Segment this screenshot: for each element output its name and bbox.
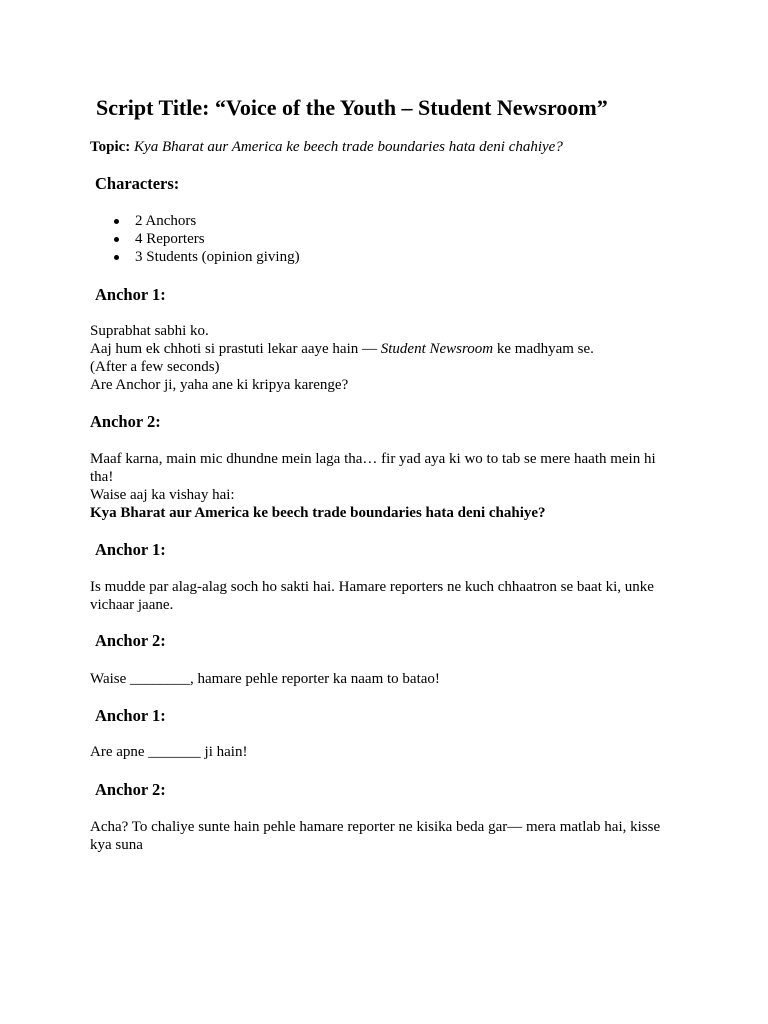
dialogue-paragraph xyxy=(90,743,680,761)
dialogue-line: Maaf karna, main mic dhundne mein laga tha… fir yad aya ki wo to tab se mere haath mein hi tha! xyxy=(90,451,656,485)
bullet-icon xyxy=(114,219,119,224)
character-item: 3 Students (opinion giving) xyxy=(135,249,300,265)
dialogue-line: (After a few seconds) xyxy=(90,359,220,375)
dialogue-paragraph xyxy=(90,450,680,522)
dialogue-line: Are Anchor ji, yaha ane ki kripya karenge? xyxy=(90,377,349,393)
dialogue-line: Is mudde par alag-alag soch ho sakti hai. Hamare reporters ne kuch chhaatron se baat ki, unke vichaar jaane. xyxy=(90,579,654,613)
dialogue-line: Suprabhat sabhi ko. xyxy=(90,323,209,339)
bullet-icon xyxy=(114,237,119,242)
characters-heading: Characters: xyxy=(95,174,180,193)
bullet-icon xyxy=(114,255,119,260)
character-item: 4 Reporters xyxy=(135,231,205,247)
topic-question: Kya Bharat aur America ke beech trade boundaries hata deni chahiye? xyxy=(90,505,546,521)
speaker-heading: Anchor 1: xyxy=(95,285,166,304)
emphasis-text: Student Newsroom xyxy=(380,341,494,357)
topic-text: Kya Bharat aur America ke beech trade boundaries hata deni chahiye? xyxy=(134,139,563,155)
list-item xyxy=(90,212,300,230)
dialogue-line: Waise aaj ka vishay hai: xyxy=(90,487,235,503)
speaker-heading: Anchor 2: xyxy=(95,780,166,799)
dialogue-line: Acha? To chaliye sunte hain pehle hamare reporter ne kisika beda gar— mera matlab hai, kisse kya suna xyxy=(90,819,661,853)
character-item: 2 Anchors xyxy=(135,213,197,229)
dialogue-paragraph xyxy=(90,322,680,394)
dialogue-text: ke madhyam se. xyxy=(493,341,594,357)
script-title: Script Title: “Voice of the Youth – Student Newsroom” xyxy=(96,95,608,120)
topic-label: Topic: xyxy=(90,139,131,155)
speaker-heading: Anchor 1: xyxy=(95,540,166,559)
speaker-heading: Anchor 2: xyxy=(95,631,166,650)
speaker-heading: Anchor 2: xyxy=(90,412,161,431)
list-item xyxy=(90,230,300,248)
characters-list xyxy=(90,212,300,266)
dialogue-line: Waise ________, hamare pehle reporter ka naam to batao! xyxy=(90,671,440,687)
dialogue-line: Are apne _______ ji hain! xyxy=(90,744,248,760)
topic-line xyxy=(90,138,563,156)
dialogue-line xyxy=(90,340,680,358)
dialogue-paragraph xyxy=(90,578,680,614)
dialogue-paragraph xyxy=(90,818,680,854)
dialogue-paragraph xyxy=(90,670,680,688)
dialogue-text: Aaj hum ek chhoti si prastuti lekar aaye hain — xyxy=(90,341,381,357)
speaker-heading: Anchor 1: xyxy=(95,706,166,725)
list-item xyxy=(90,248,300,266)
